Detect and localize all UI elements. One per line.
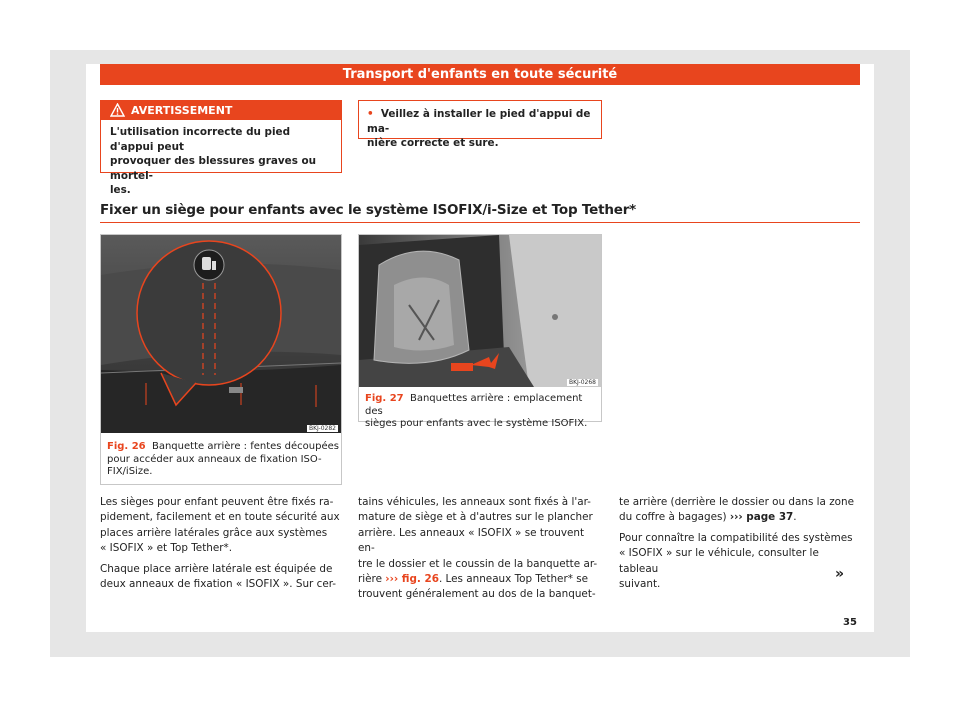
paragraph: [100, 495, 340, 557]
caption-line: sièges pour enfants avec le système ISOFIX.: [365, 418, 588, 429]
text-line: trouvent généralement au dos de la banquet-: [358, 588, 596, 601]
figure-27: [358, 234, 602, 429]
page-number: 35: [843, 617, 857, 628]
text-line: .: [793, 511, 797, 524]
text-line: Les sièges pour enfant peuvent être fixés ra-: [100, 496, 334, 508]
paragraph: [358, 495, 598, 603]
figure-26-illustration: [101, 235, 341, 433]
body-column-1: [100, 495, 340, 597]
warning-line: les.: [110, 184, 131, 196]
caption-line: Banquette arrière : fentes découpées: [151, 441, 339, 452]
chapter-header: Transport d'enfants en toute sécurité: [100, 64, 860, 85]
warning-line: provoquer des blessures graves ou mortel-: [110, 155, 317, 182]
warning-box: [100, 100, 342, 196]
figure-26: [100, 234, 342, 485]
warning-label: AVERTISSEMENT: [131, 104, 233, 117]
caption-line: Banquettes arrière : emplacement des: [365, 393, 583, 417]
text-line: Chaque place arrière latérale est équipée de: [100, 562, 333, 575]
text-line: « ISOFIX » sur le véhicule, consulter le tableau: [619, 547, 819, 575]
figure-26-label: Fig. 26: [107, 441, 146, 452]
text-line: te arrière (derrière le dossier ou dans la zone: [619, 496, 855, 508]
text-line: suivant.: [619, 578, 661, 591]
body-column-2: [358, 495, 598, 608]
caution-text: [367, 107, 597, 151]
page-37-link[interactable]: ››› page 37: [729, 511, 794, 524]
text-line: . Les anneaux Top Tether* se: [438, 573, 589, 586]
figure-26-link[interactable]: ››› fig. 26: [385, 573, 439, 586]
warning-triangle-icon: [110, 103, 125, 117]
text-line: places arrière latérales grâce aux systèmes: [100, 526, 328, 539]
paragraph: [619, 531, 859, 593]
figure-26-caption: [107, 441, 339, 479]
caution-box: [358, 100, 602, 149]
figure-27-code: BKJ-0268: [568, 379, 596, 386]
text-line: deux anneaux de fixation « ISOFIX ». Sur cer-: [100, 578, 337, 591]
caption-line: FIX/iSize.: [107, 466, 153, 477]
text-line: « ISOFIX » et Top Tether*.: [100, 542, 233, 555]
continue-arrow: »: [835, 566, 845, 582]
text-line: tre le dossier et le coussin de la banquette ar-: [358, 557, 598, 570]
text-line: Pour connaître la compatibilité des systèmes: [619, 531, 853, 544]
warning-line: L'utilisation incorrecte du pied d'appui peut: [110, 126, 291, 153]
text-line: tains véhicules, les anneaux sont fixés à l'ar-: [358, 496, 591, 508]
text-line: rière: [358, 573, 386, 586]
caution-line: nière correcte et sure.: [367, 137, 499, 149]
paragraph: [100, 562, 340, 593]
text-line: pidement, facilement et en toute sécurité aux: [100, 511, 340, 524]
warning-header: [101, 101, 341, 120]
bullet-icon: •: [367, 108, 374, 120]
figure-26-code: BKJ-0282: [308, 425, 336, 432]
caution-line: Veillez à installer le pied d'appui de ma-: [367, 108, 591, 135]
section-title: Fixer un siège pour enfants avec le système ISOFIX/i-Size et Top Tether*: [100, 202, 637, 218]
figure-27-caption: [365, 393, 599, 431]
text-line: mature de siège et à d'autres sur le plancher: [358, 511, 593, 524]
section-divider: [100, 222, 860, 223]
caption-line: pour accéder aux anneaux de fixation ISO-: [107, 453, 322, 465]
figure-27-label: Fig. 27: [365, 393, 404, 404]
figure-27-illustration: [359, 235, 601, 387]
text-line: arrière. Les anneaux « ISOFIX » se trouvent en-: [358, 526, 585, 555]
warning-text: [110, 125, 336, 198]
paragraph: [619, 495, 859, 526]
body-column-3: [619, 495, 859, 597]
text-line: du coffre à bagages): [619, 511, 730, 524]
